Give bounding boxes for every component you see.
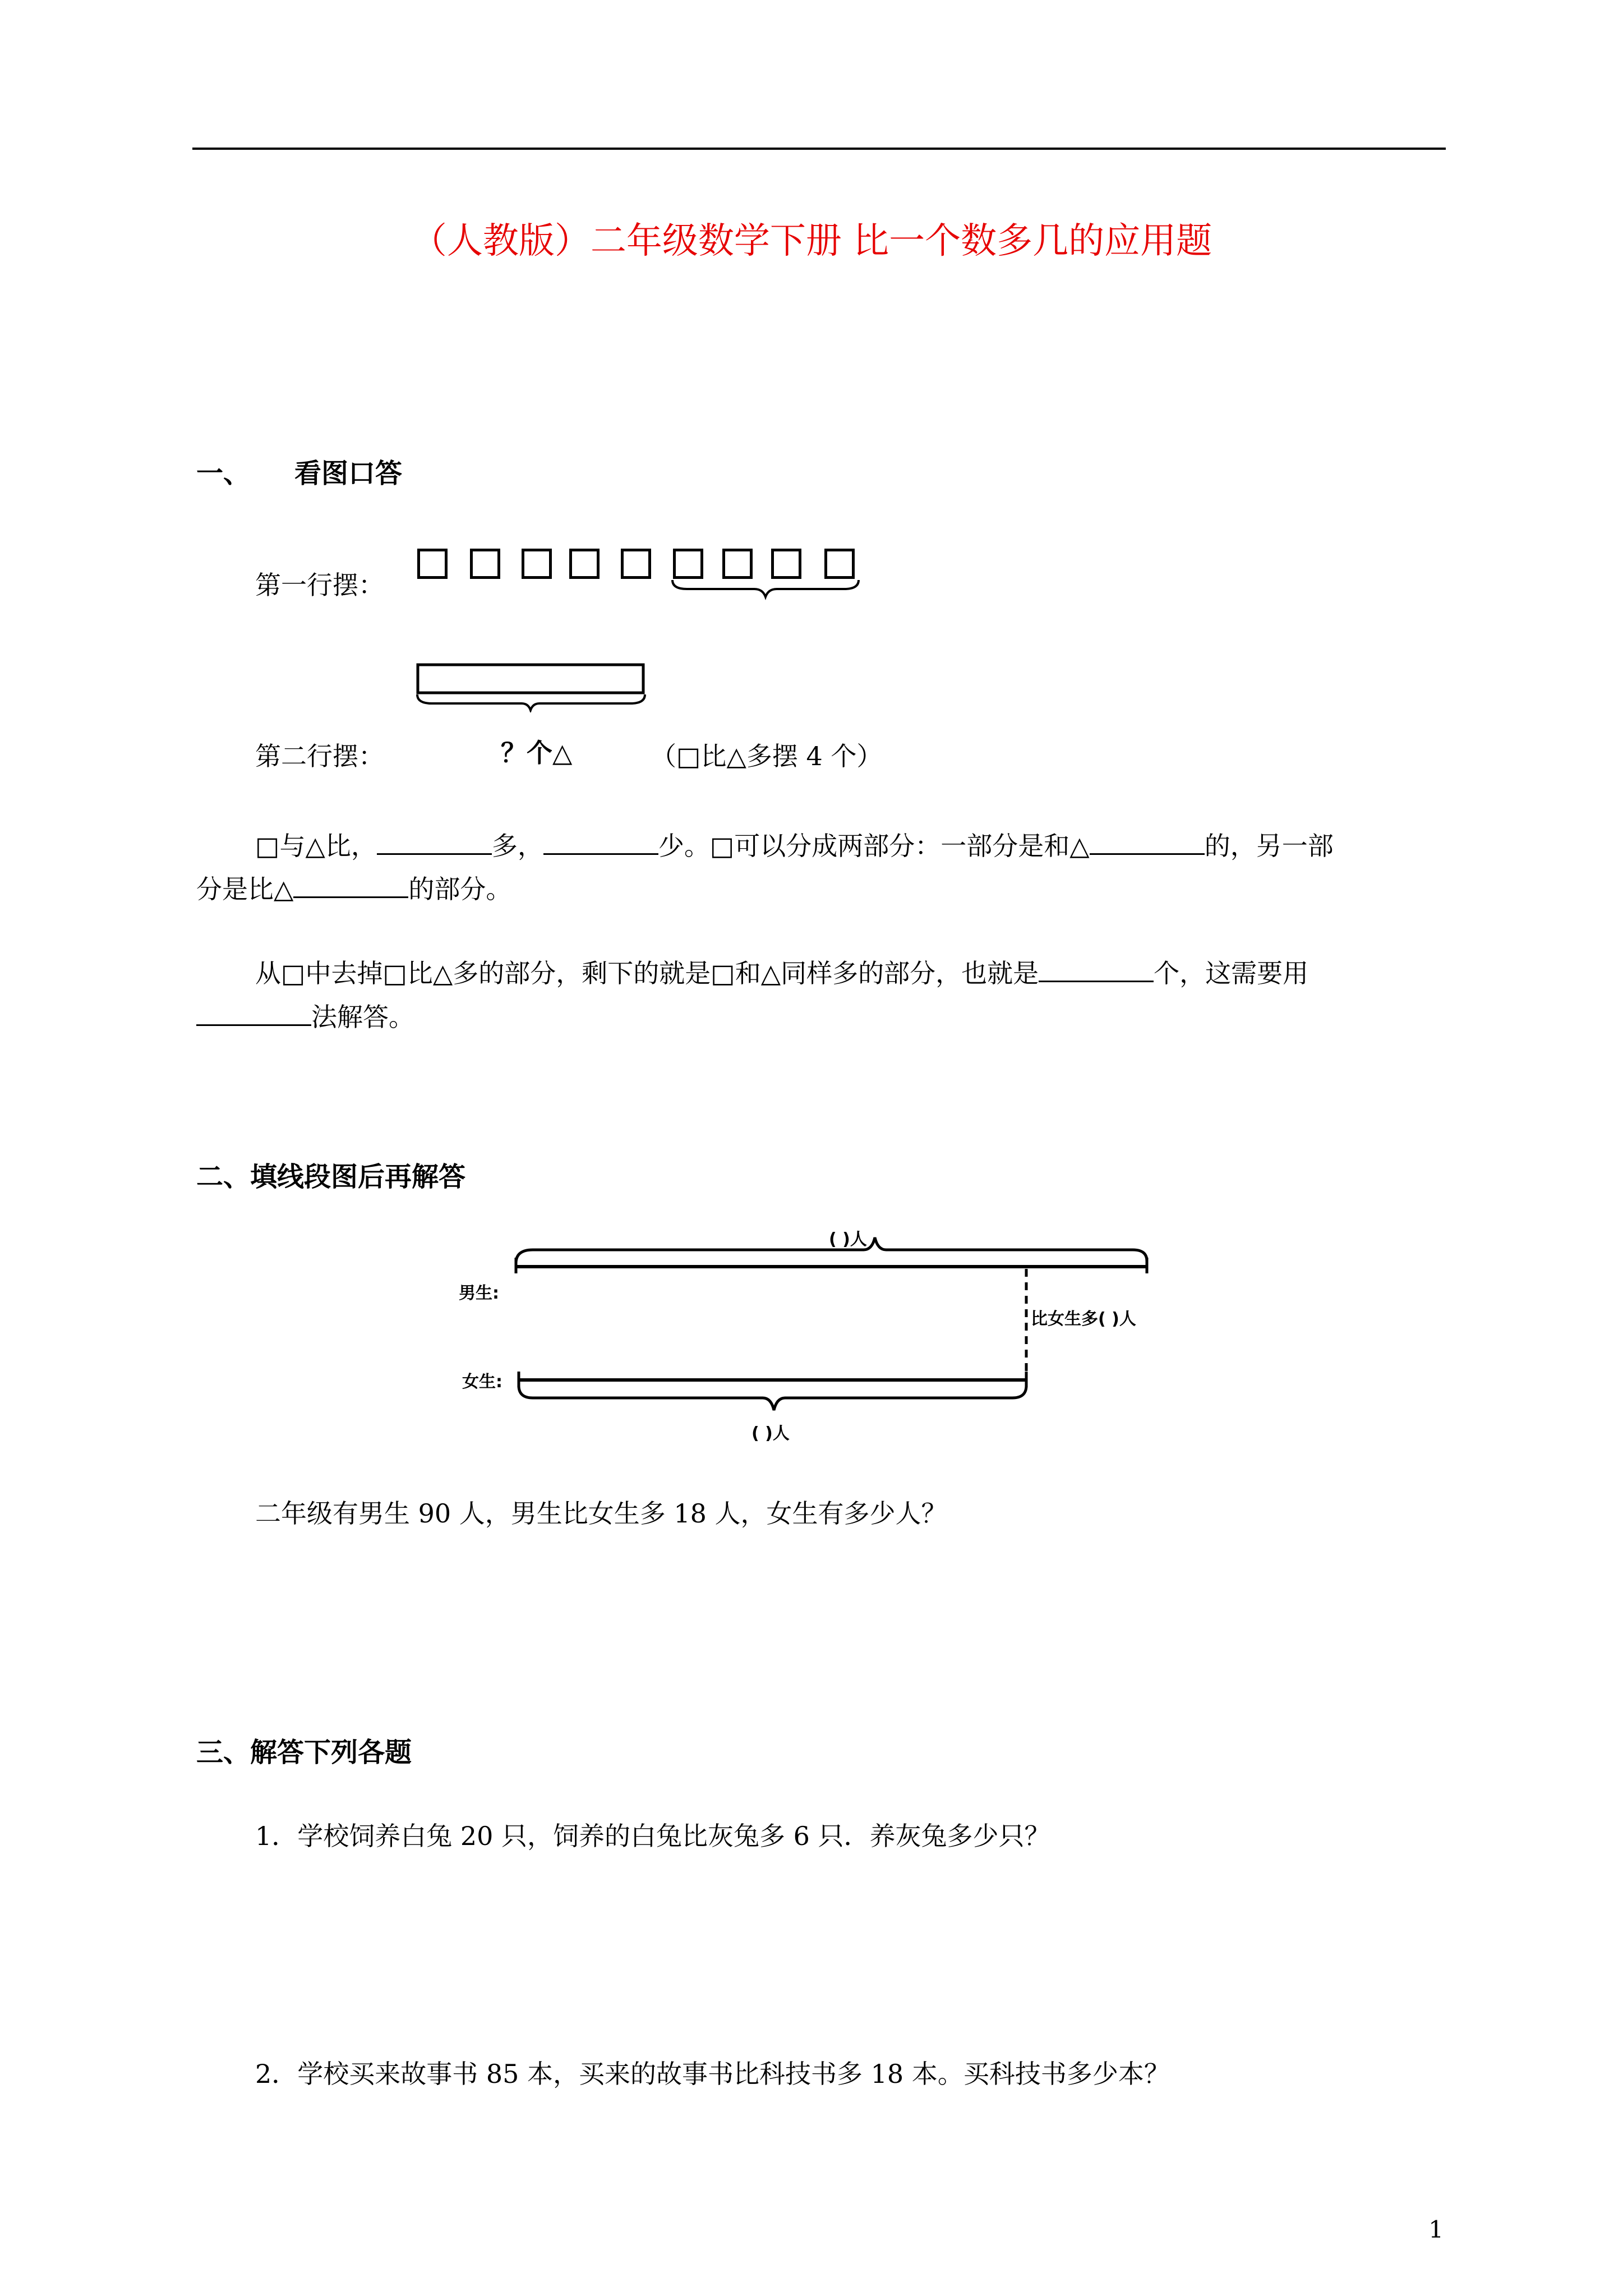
row2-note: （□比△多摆 4 个）	[651, 741, 883, 771]
row2-question: ？个△	[501, 738, 573, 768]
answer-blank[interactable]	[196, 999, 311, 1026]
answer-blank[interactable]	[377, 827, 492, 855]
page-number: 1	[1428, 2216, 1444, 2243]
square-shape	[722, 549, 753, 579]
section1-heading: 看图口答	[294, 458, 403, 489]
extra-squares-brace	[670, 578, 861, 600]
para1-part-a: □与△比，	[255, 831, 377, 861]
square-shape	[522, 549, 552, 579]
girls-label: 女生:	[462, 1372, 502, 1392]
section1-paragraph1-line2	[196, 871, 511, 906]
answer-blank[interactable]	[543, 827, 658, 855]
square-shape	[621, 549, 651, 579]
triangles-placeholder-box	[415, 662, 651, 712]
para2-part-a: 从□中去掉□比△多的部分，剩下的就是□和△同样多的部分，也就是	[255, 958, 1039, 988]
section2-heading: 二、填线段图后再解答	[196, 1161, 466, 1193]
girls-total-brace	[519, 1386, 1026, 1410]
answer-blank[interactable]	[1039, 955, 1154, 982]
section2-question: 二年级有男生 90 人，男生比女生多 18 人，女生有多少人？	[255, 1498, 947, 1529]
header-rule	[192, 148, 1446, 150]
square-shape	[417, 549, 448, 579]
square-shape	[673, 549, 703, 579]
square-shape	[470, 549, 500, 579]
para2-part-c: 法解答。	[311, 1002, 414, 1032]
row2-label: 第二行摆：	[255, 741, 384, 771]
section1-number: 一、	[196, 458, 251, 489]
para1-part-e: 分是比△	[196, 874, 294, 904]
para1-part-b: 多，	[491, 831, 543, 861]
section1-paragraph1-line1	[255, 827, 1334, 863]
section3-heading: 三、解答下列各题	[196, 1737, 412, 1768]
answer-blank[interactable]	[293, 871, 408, 898]
line-segment-diagram	[449, 1217, 1178, 1453]
section1-paragraph2-line1	[255, 955, 1308, 990]
row1-label: 第一行摆：	[255, 570, 384, 600]
square-shape	[824, 549, 855, 579]
difference-label: 比女生多( )人	[1031, 1309, 1136, 1329]
para1-part-d: 的，另一部	[1204, 831, 1334, 861]
girls-total-label: ( )人	[751, 1424, 790, 1443]
para1-part-f: 的部分。	[408, 874, 512, 904]
section3-question-2: 2．学校买来故事书 85 本，买来的故事书比科技书多 18 本。买科技书多少本？	[255, 2059, 1170, 2089]
square-shape	[569, 549, 600, 579]
para1-part-c: 少。□可以分成两部分：一部分是和△	[658, 831, 1090, 861]
boys-label: 男生:	[459, 1283, 499, 1303]
section1-paragraph2-line2	[196, 999, 414, 1034]
boys-total-label: ( )人	[829, 1230, 867, 1249]
document-title: （人教版）二年级数学下册 比一个数多几的应用题	[411, 220, 1212, 262]
square-shape	[771, 549, 801, 579]
para2-part-b: 个，这需要用	[1154, 958, 1309, 988]
answer-blank[interactable]	[1090, 827, 1205, 855]
section3-question-1: 1．学校饲养白兔 20 只，饲养的白兔比灰兔多 6 只．养灰兔多少只？	[255, 1821, 1050, 1851]
